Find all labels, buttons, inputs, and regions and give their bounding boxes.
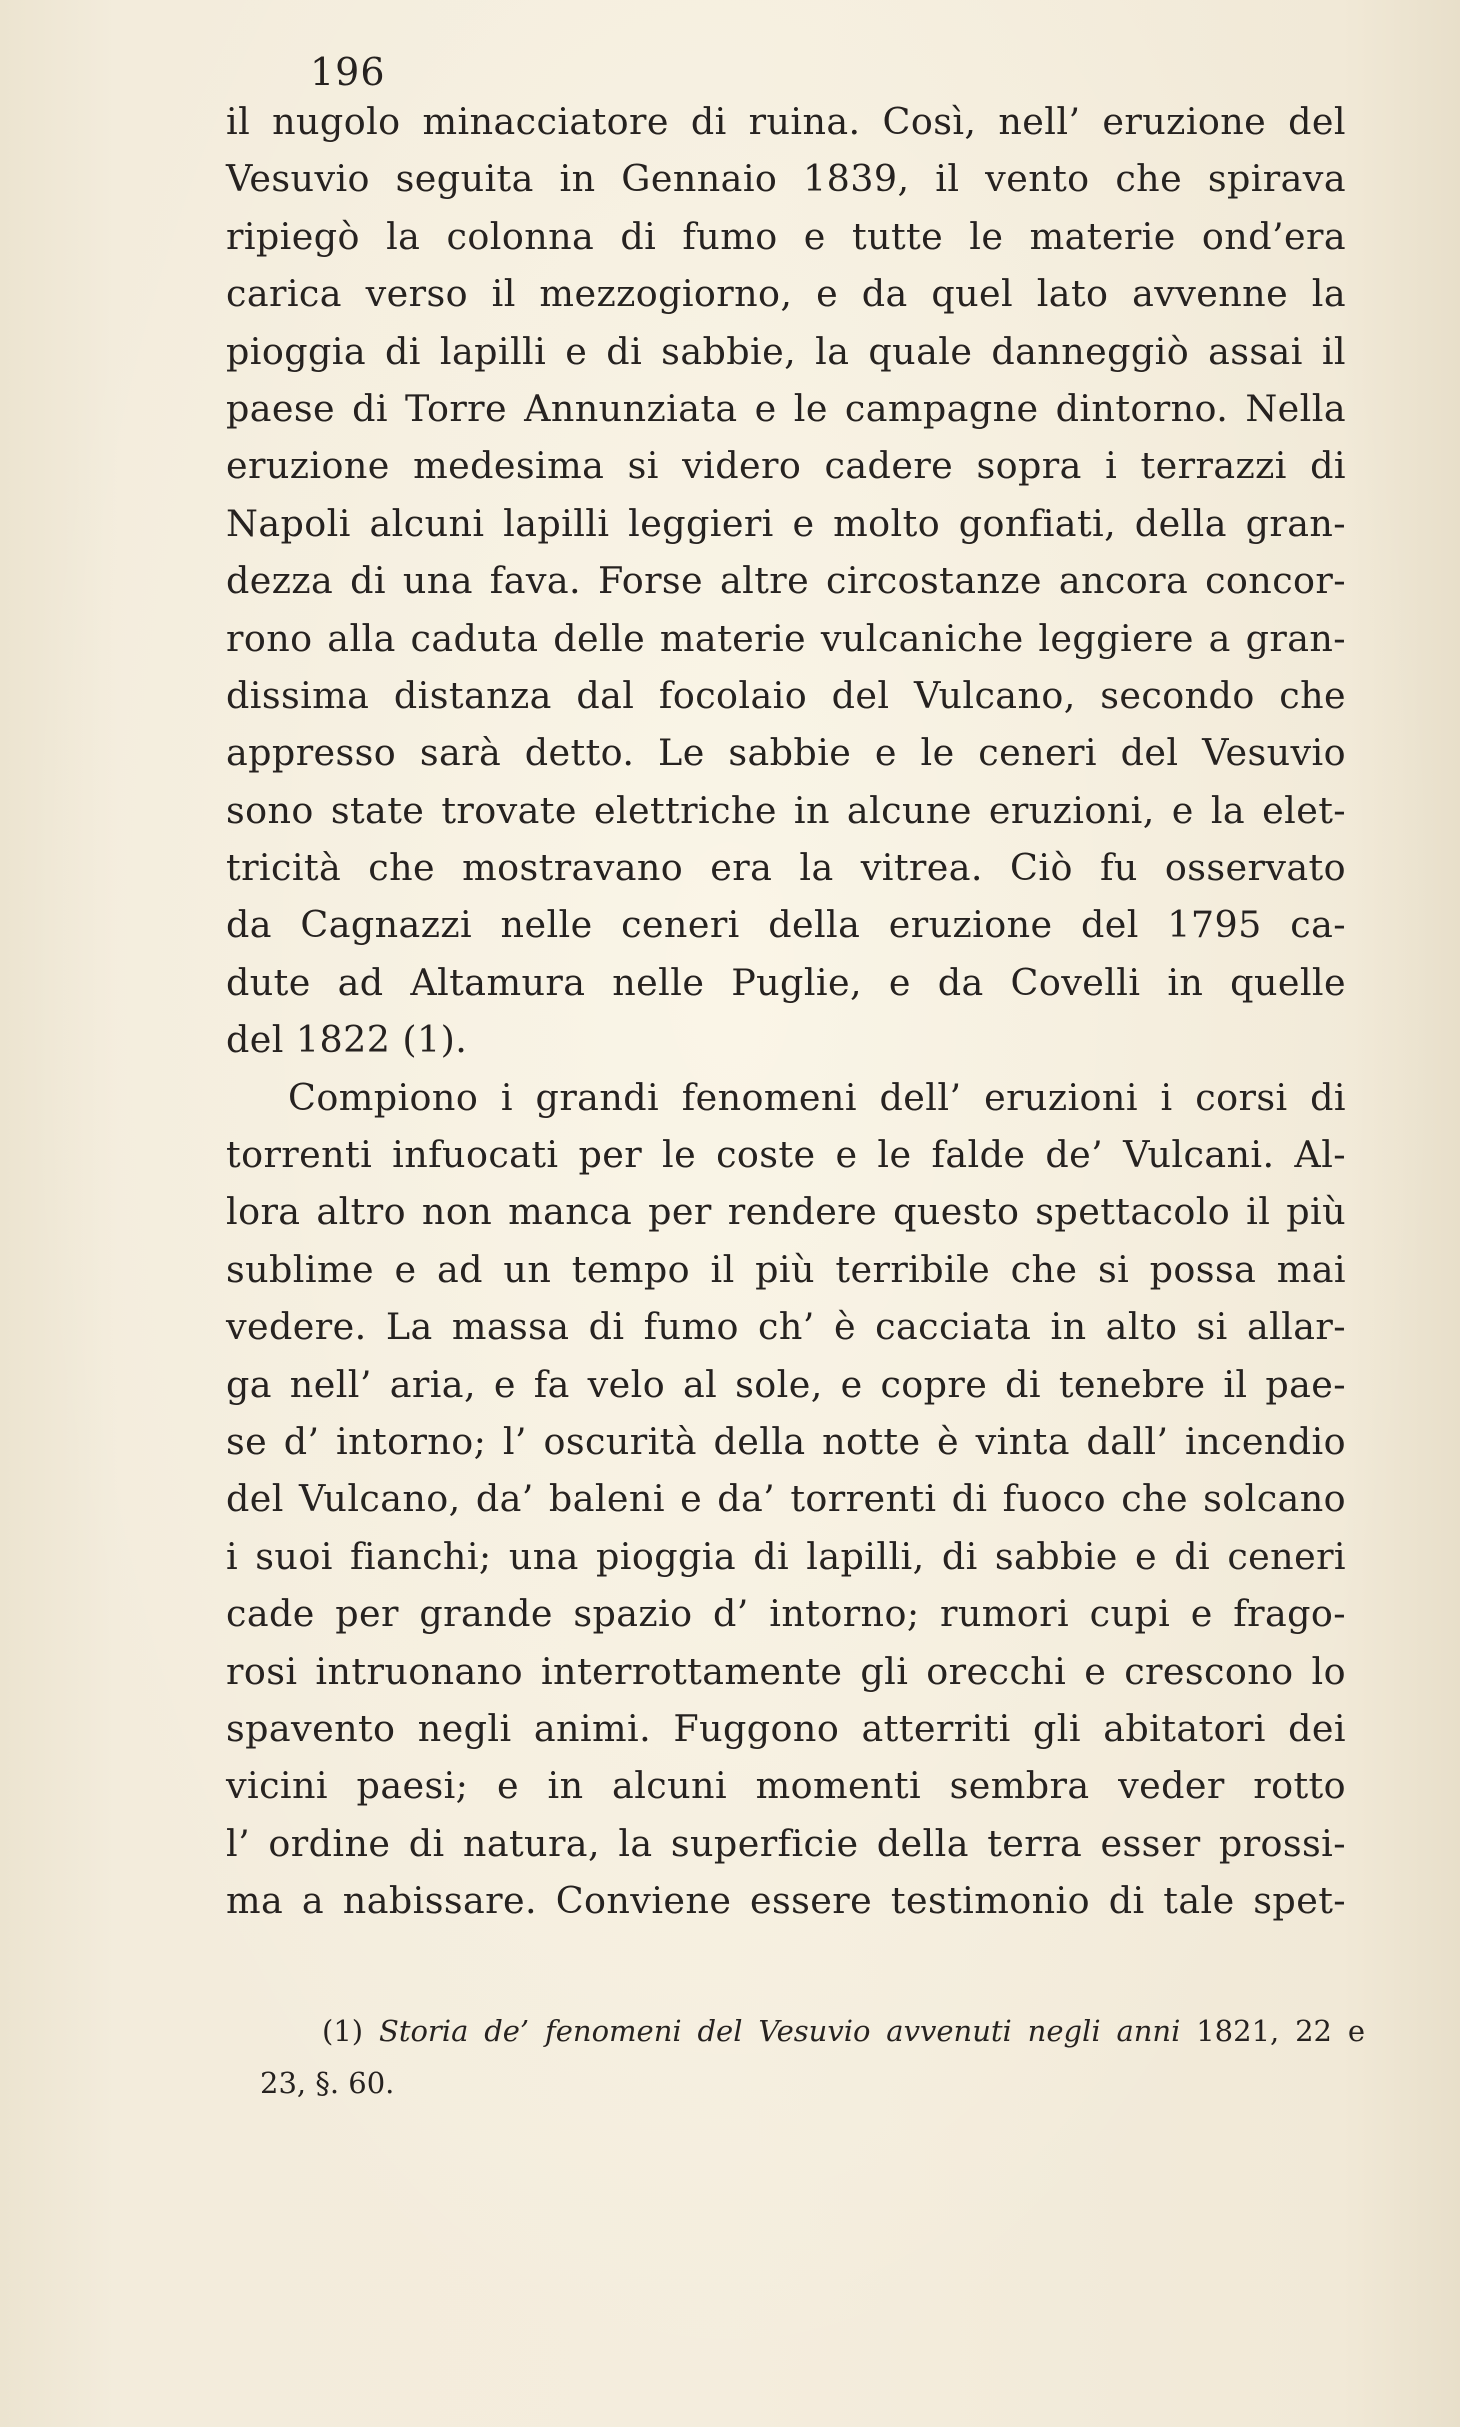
text-line: paese di Torre Annunziata e le campagne dintorno. Nella: [226, 386, 1346, 430]
footnote-line: [260, 2005, 1365, 2057]
text-line: torrenti infuocati per le coste e le falde de’ Vulcani. Al-: [226, 1133, 1346, 1177]
text-line: i suoi fianchi; una pioggia di lapilli, di sabbie e di ceneri: [226, 1534, 1346, 1578]
footnote-years: 1821, 22 e: [1196, 2014, 1366, 2048]
text-line: dezza di una fava. Forse altre circostanze ancora concor-: [226, 559, 1346, 603]
text-line: lora altro non manca per rendere questo spettacolo il più: [226, 1190, 1346, 1234]
text-line: cade per grande spazio d’ intorno; rumori cupi e frago-: [226, 1592, 1346, 1636]
footnote-title: Storia de’ fenomeni del Vesuvio avvenuti negli anni: [378, 2014, 1181, 2048]
text-line: rono alla caduta delle materie vulcaniche leggiere a gran-: [226, 616, 1346, 660]
footnote: [260, 2005, 1365, 2109]
text-line: da Cagnazzi nelle ceneri della eruzione del 1795 ca-: [226, 903, 1346, 947]
text-line: tricità che mostravano era la vitrea. Ciò fu osservato: [226, 846, 1346, 890]
text-line: Vesuvio seguita in Gennaio 1839, il vento che spirava: [226, 157, 1346, 201]
text-line: se d’ intorno; l’ oscurità della notte è vinta dall’ incendio: [226, 1419, 1346, 1463]
text-line: spavento negli animi. Fuggono atterriti gli abitatori dei: [226, 1706, 1346, 1750]
text-line: dute ad Altamura nelle Puglie, e da Covelli in quelle: [226, 960, 1346, 1004]
text-line: ga nell’ aria, e fa velo al sole, e copre di tenebre il pae-: [226, 1362, 1346, 1406]
page-number: 196: [310, 50, 386, 94]
text-line: sono state trovate elettriche in alcune eruzioni, e la elet-: [226, 788, 1346, 832]
text-line: vedere. La massa di fumo ch’ è cacciata in alto si allar-: [226, 1305, 1346, 1349]
text-line: appresso sarà detto. Le sabbie e le ceneri del Vesuvio: [226, 731, 1346, 775]
text-line: dissima distanza dal focolaio del Vulcano, secondo che: [226, 673, 1346, 717]
text-line: Compiono i grandi fenomeni dell’ eruzioni i corsi di: [288, 1075, 1346, 1119]
text-line: rosi intruonano interrottamente gli orecchi e crescono lo: [226, 1649, 1346, 1693]
text-line: del 1822 (1).: [226, 1018, 468, 1062]
text-line: eruzione medesima si videro cadere sopra i terrazzi di: [226, 444, 1346, 488]
text-line: ma a nabissare. Conviene essere testimonio di tale spet-: [226, 1879, 1346, 1923]
text-line: carica verso il mezzogiorno, e da quel lato avvenne la: [226, 272, 1346, 316]
text-line: sublime e ad un tempo il più terribile che si possa mai: [226, 1247, 1346, 1291]
body-text: [226, 93, 1346, 1930]
footnote-marker: (1): [322, 2014, 364, 2048]
text-line: il nugolo minacciatore di ruina. Così, nell’ eruzione del: [226, 100, 1346, 143]
text-line: ripiegò la colonna di fumo e tutte le materie ond’era: [226, 214, 1346, 258]
text-line: del Vulcano, da’ baleni e da’ torrenti di fuoco che solcano: [226, 1477, 1346, 1521]
text-line: pioggia di lapilli e di sabbie, la quale danneggiò assai il: [226, 329, 1346, 373]
text-line: l’ ordine di natura, la superficie della terra esser prossi-: [226, 1821, 1346, 1865]
footnote-line-2: 23, §. 60.: [260, 2066, 395, 2100]
text-line: Napoli alcuni lapilli leggieri e molto gonfiati, della gran-: [226, 501, 1346, 545]
text-line: vicini paesi; e in alcuni momenti sembra veder rotto: [226, 1764, 1346, 1808]
